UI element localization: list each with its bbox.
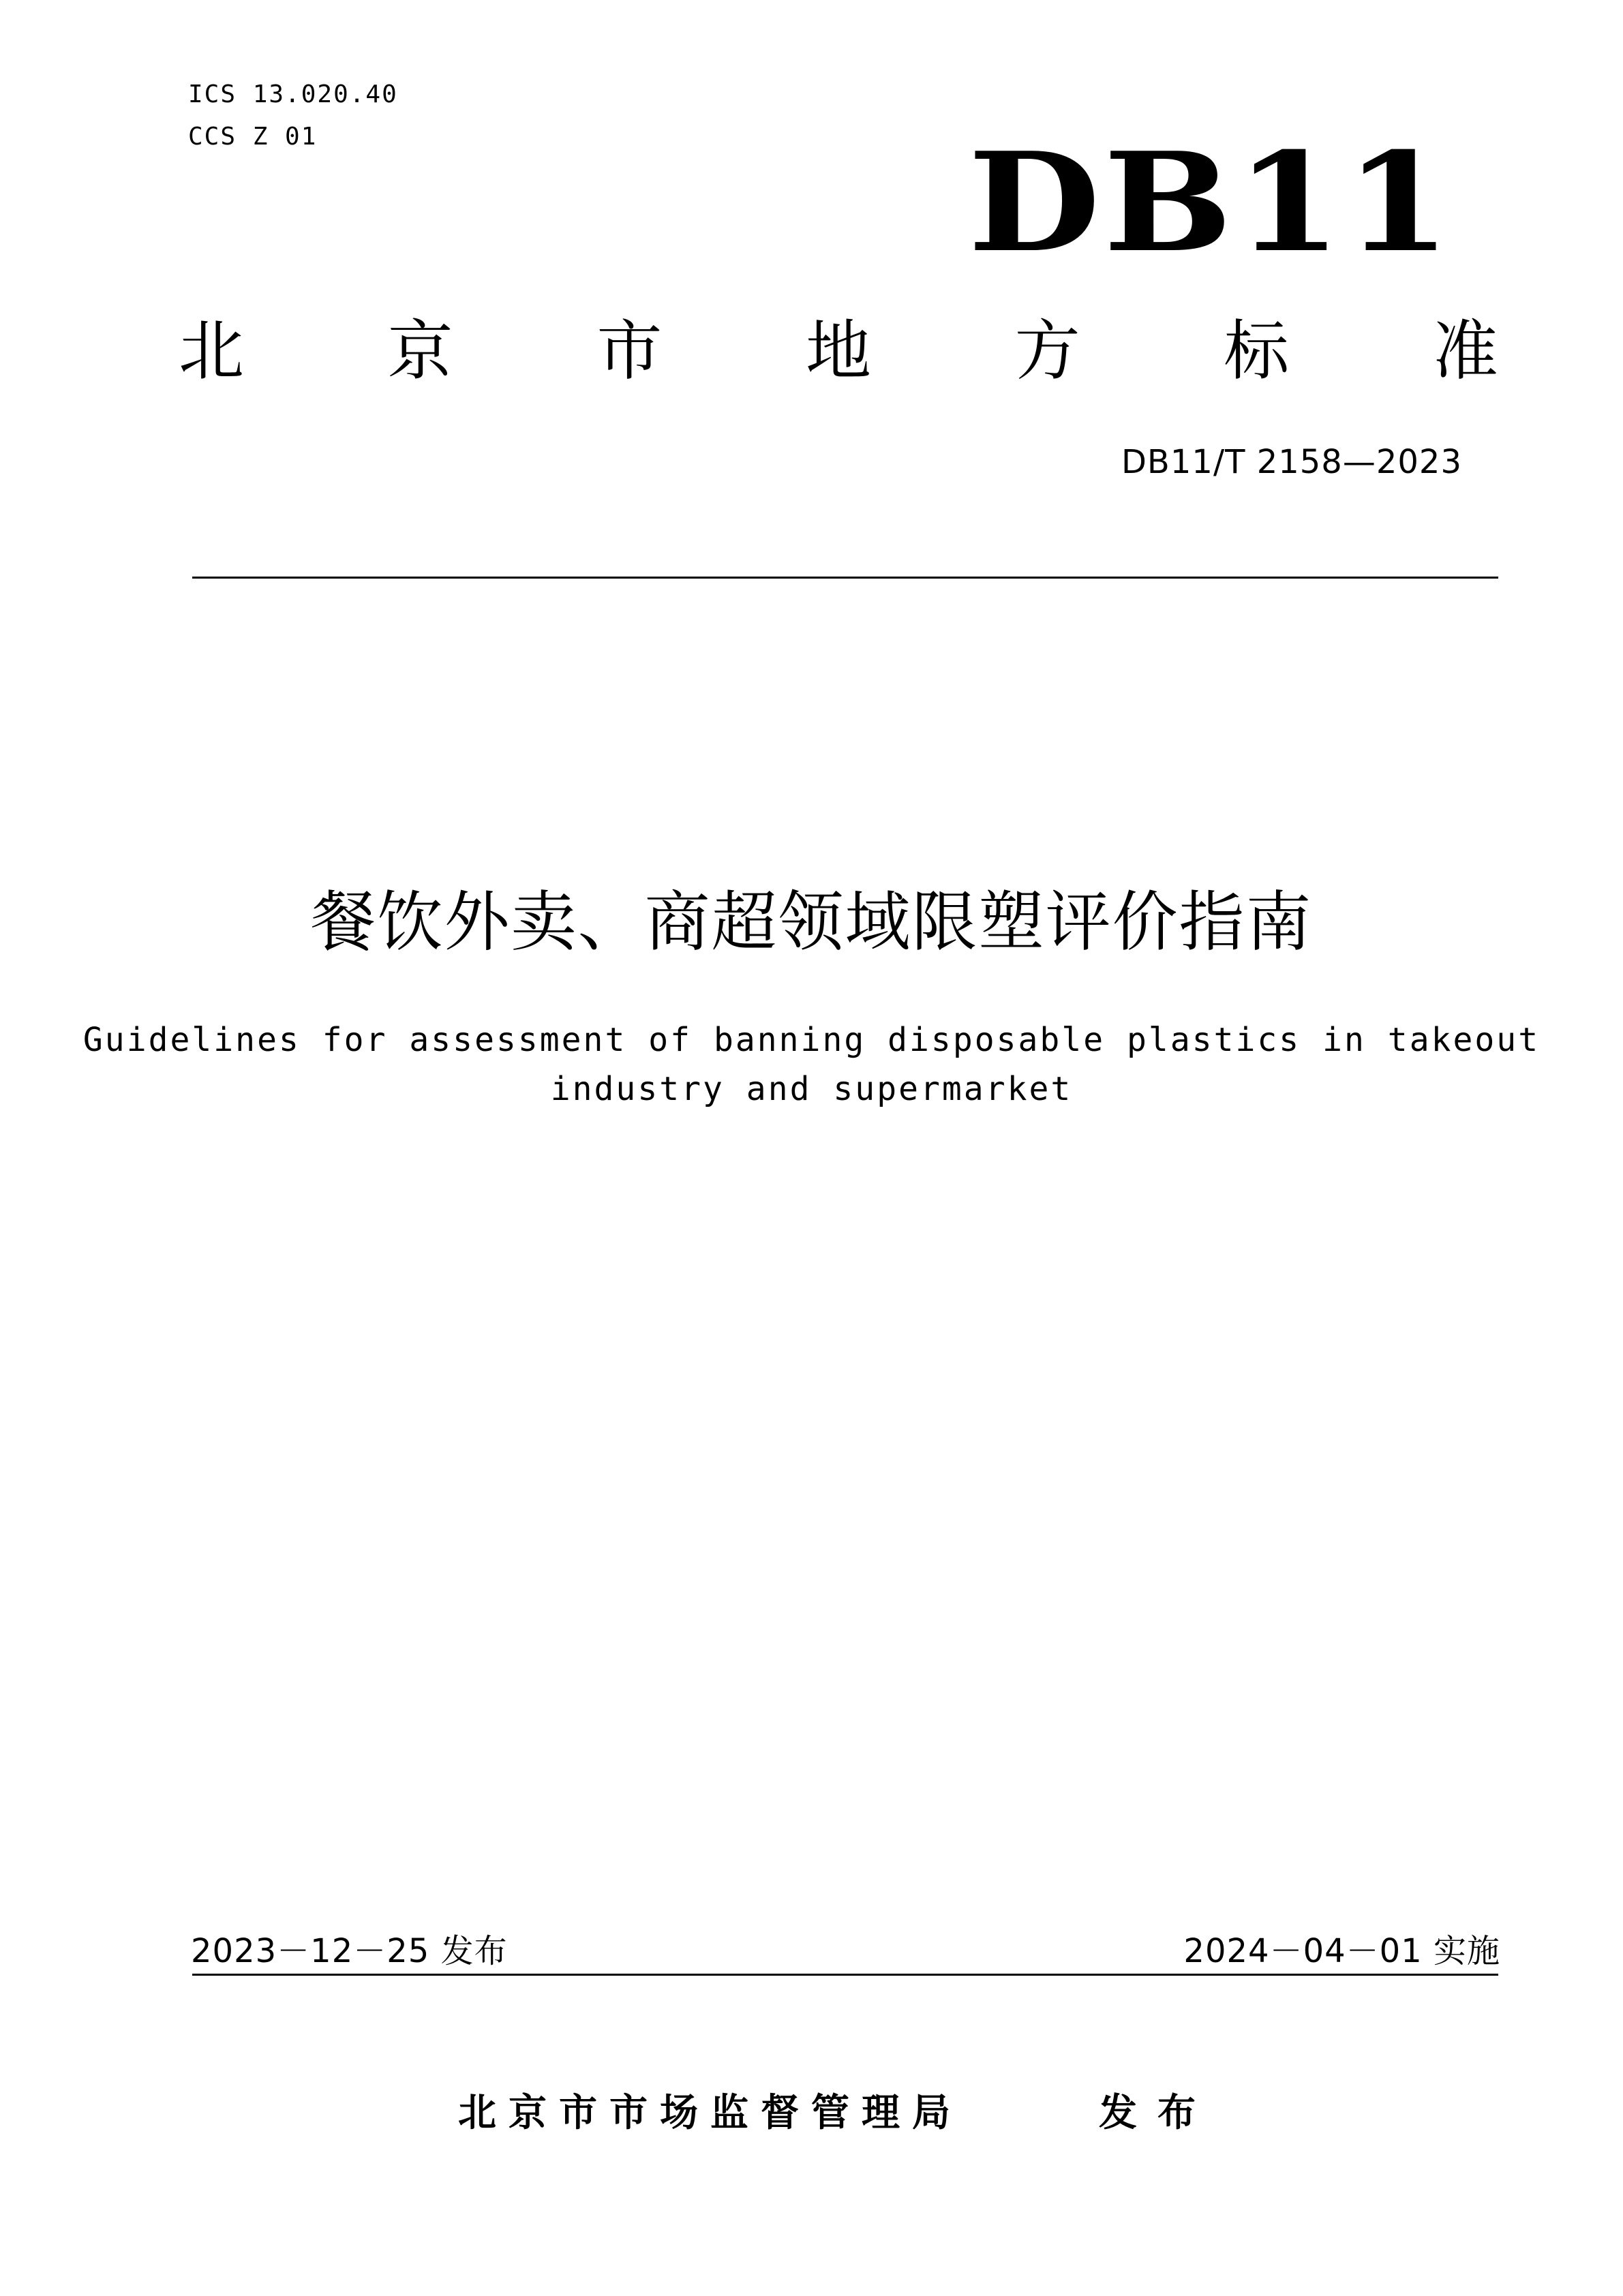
document-title-chinese: 餐饮外卖、商超领域限塑评价指南	[310, 884, 1313, 960]
implementation-date: 2024－04－01 实施	[1183, 1932, 1500, 1970]
standard-code-logo: DB11	[968, 123, 1455, 283]
standard-number: DB11/T 2158—2023	[1121, 443, 1462, 481]
standard-type-heading	[179, 313, 1498, 388]
english-title-line-1: Guidelines for assessment of banning disposable plastics in takeout	[82, 1021, 1541, 1059]
ics-code: ICS 13.020.40	[188, 80, 398, 108]
issuing-authority: 北京市市场监督管理局	[458, 2091, 962, 2135]
bottom-divider	[192, 1974, 1498, 1976]
standard-type-char: 市	[596, 313, 663, 389]
english-title-line-2: industry and supermarket	[550, 1070, 1073, 1108]
standard-type-char: 京	[387, 313, 453, 389]
standard-type-char: 北	[179, 313, 244, 389]
issuing-action: 发布	[1099, 2091, 1216, 2135]
issue-date: 2023－12－25 发布	[191, 1932, 508, 1970]
standard-type-char: 标	[1224, 313, 1290, 389]
standard-type-char: 准	[1432, 313, 1498, 389]
top-divider	[192, 577, 1498, 579]
ccs-code: CCS Z 01	[188, 123, 318, 151]
document-title-english	[0, 1015, 1623, 1114]
standard-type-char: 方	[1014, 313, 1080, 389]
standard-type-char: 地	[805, 313, 871, 389]
